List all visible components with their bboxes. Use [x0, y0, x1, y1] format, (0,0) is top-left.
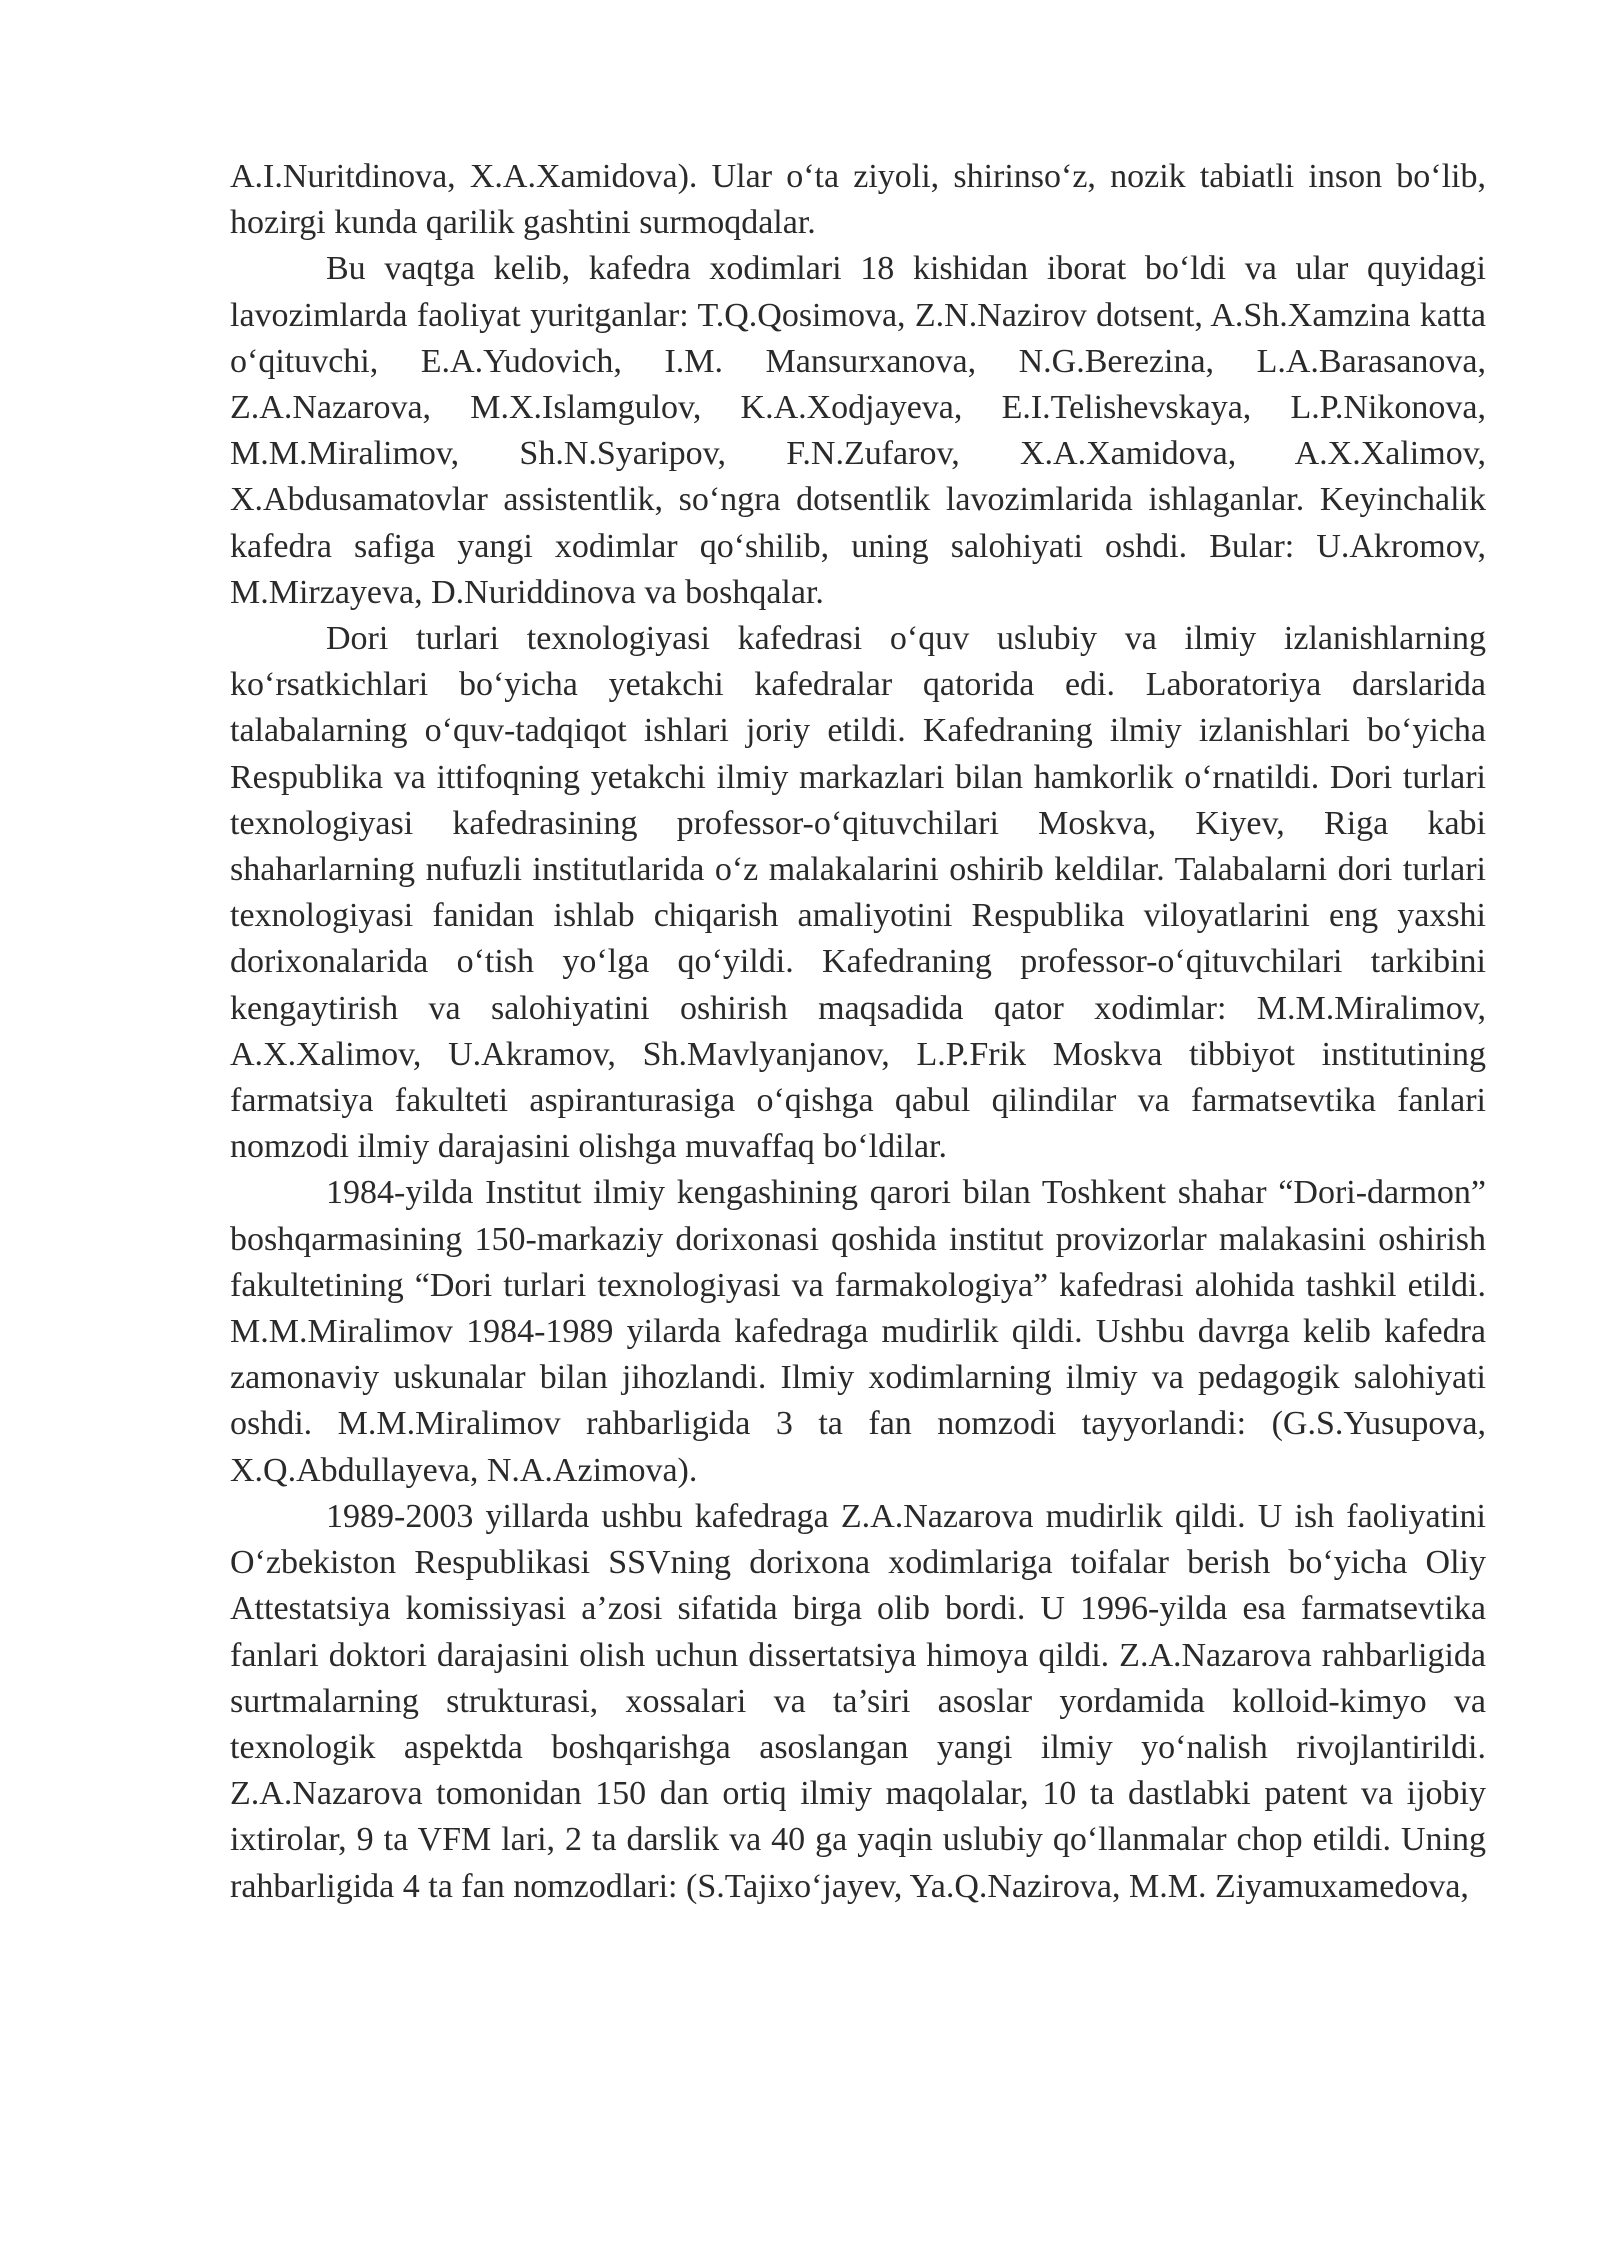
paragraph-4: 1984-yilda Institut ilmiy kengashining qarori bilan Toshkent shahar “Dori-darmon” boshqarmasining 150-markaziy dorixonasi qoshida institut provizorlar malakasini oshirish fakultetining “Dori turlari texnologiyasi va farmakologiya” kafedrasi alohida tashkil etildi. M.M.Miralimov 1984-1989 yilarda kafedraga mudirlik qildi. Ushbu davrga kelib kafedra zamonaviy uskunalar bilan jihozlandi. Ilmiy xodimlarning ilmiy va pedagogik salohiyati oshdi. M.M.Miralimov rahbarligida 3 ta fan nomzodi tayyorlandi: (G.S.Yusupova, X.Q.Abdullayeva, N.A.Azimova).: [230, 1174, 1486, 1489]
paragraph-5: 1989-2003 yillarda ushbu kafedraga Z.A.Nazarova mudirlik qildi. U ish faoliyatini O‘zbekiston Respublikasi SSVning dorixona xodimlariga toifalar berish bo‘yicha Oliy Attestatsiya komissiyasi a’zosi sifatida birga olib bordi. U 1996-yilda esa farmatsevtika fanlari doktori darajasini olish uchun dissertatsiya himoya qildi. Z.A.Nazarova rahbarligida surtmalarning strukturasi, xossalari va ta’siri asoslar yordamida kolloid-kimyo va texnologik aspektda boshqarishga asoslangan yangi ilmiy yo‘nalish rivojlantirildi. Z.A.Nazarova tomonidan 150 dan ortiq ilmiy maqolalar, 10 ta dastlabki patent va ijobiy ixtirolar, 9 ta VFM lari, 2 ta darslik va 40 ga yaqin uslubiy qo‘llanmalar chop etildi. Uning rahbarligida 4 ta fan nomzodlari: (S.Tajixo‘jayev, Ya.Q.Nazirova, M.M. Ziyamuxamedova,: [230, 1497, 1486, 1905]
paragraph-1: A.I.Nuritdinova, X.A.Xamidova). Ular o‘ta ziyoli, shirinso‘z, nozik tabiatli inson bo‘lib, hozirgi kunda qarilik gashtini surmoqdalar.: [230, 158, 1486, 242]
paragraph-3: Dori turlari texnologiyasi kafedrasi o‘quv uslubiy va ilmiy izlanishlarning ko‘rsatkichlari bo‘yicha yetakchi kafedralar qatorida edi. Laboratoriya darslarida talabalarning o‘quv-tadqiqot ishlari joriy etildi. Kafedraning ilmiy izlanishlari bo‘yicha Respublika va ittifoqning yetakchi ilmiy markazlari bilan hamkorlik o‘rnatildi. Dori turlari texnologiyasi kafedrasining professor-o‘qituvchilari Moskva, Kiyev, Riga kabi shaharlarning nufuzli institutlarida o‘z malakalarini oshirib keldilar. Talabalarni dori turlari texnologiyasi fanidan ishlab chiqarish amaliyotini Respublika viloyatlarini eng yaxshi dorixonalarida o‘tish yo‘lga qo‘yildi. Kafedraning professor-o‘qituvchilari tarkibini kengaytirish va salohiyatini oshirish maqsadida qator xodimlar: M.M.Miralimov, A.X.Xalimov, U.Akramov, Sh.Mavlyanjanov, L.P.Frik Moskva tibbiyot institutining farmatsiya fakulteti aspiranturasiga o‘qishga qabul qilindilar va farmatsevtika fanlari nomzodi ilmiy darajasini olishga muvaffaq bo‘ldilar.: [230, 620, 1486, 1166]
document-page: [230, 154, 1486, 1910]
paragraph-2: Bu vaqtga kelib, kafedra xodimlari 18 kishidan iborat bo‘ldi va ular quyidagi lavozimlarda faoliyat yuritganlar: T.Q.Qosimova, Z.N.Nazirov dotsent, A.Sh.Xamzina katta o‘qituvchi, E.A.Yudovich, I.M. Mansurxanova, N.G.Berezina, L.A.Barasanova, Z.A.Nazarova, M.X.Islamgulov, K.A.Xodjayeva, E.I.Telishevskaya, L.P.Nikonova, M.M.Miralimov, Sh.N.Syaripov, F.N.Zufarov, X.A.Xamidova, A.X.Xalimov, X.Abdusamatovlar assistentlik, so‘ngra dotsentlik lavozimlarida ishlaganlar. Keyinchalik kafedra safiga yangi xodimlar qo‘shilib, uning salohiyati oshdi. Bular: U.Akromov, M.Mirzayeva, D.Nuriddinova va boshqalar.: [230, 250, 1486, 611]
